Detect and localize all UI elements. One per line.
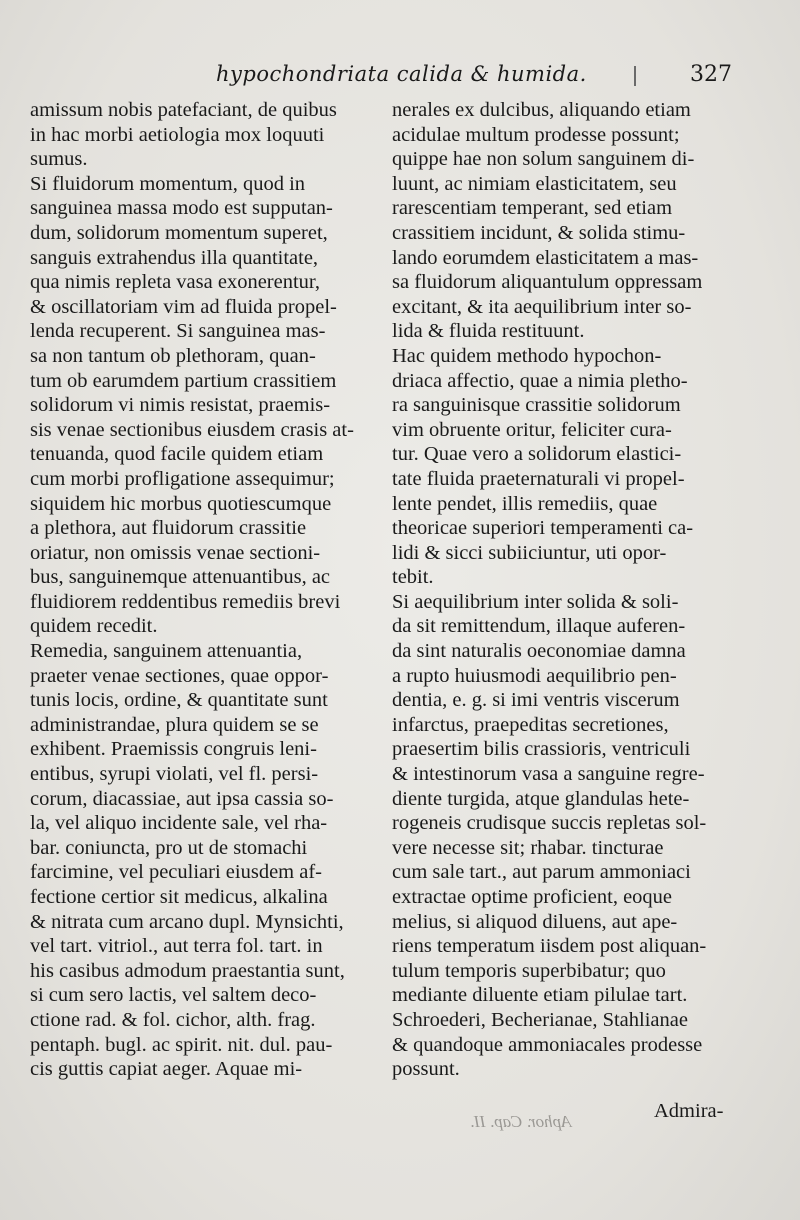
- text-line: sanguis extrahendus illa quantitate,: [30, 246, 319, 269]
- text-line: a rupto huiusmodi aequilibrio pen-: [392, 664, 677, 687]
- text-line: his casibus admodum praestantia sunt,: [30, 959, 345, 982]
- text-line: la, vel aliquo incidente sale, vel rha-: [30, 812, 328, 835]
- text-line: lente pendet, illis remediis, quae: [392, 492, 658, 515]
- text-line: lida & fluida restituunt.: [392, 320, 585, 343]
- text-line: fluidiorem reddentibus remediis brevi: [30, 590, 341, 613]
- text-line: sa fluidorum aliquantulum oppressam: [392, 271, 703, 294]
- text-line: entibus, syrupi violati, vel fl. persi-: [30, 763, 319, 786]
- text-line: tebit.: [392, 566, 434, 589]
- text-line: tunis locis, ordine, & quantitate sunt: [30, 689, 328, 712]
- text-line: Schroederi, Becherianae, Stahlianae: [392, 1008, 688, 1031]
- text-line: acidulae multum prodesse possunt;: [392, 123, 680, 146]
- text-line: pentaph. bugl. ac spirit. nit. dul. pau-: [30, 1033, 333, 1056]
- text-line: & oscillatoriam vim ad fluida propel-: [30, 295, 337, 318]
- text-line: bar. coniuncta, pro ut de stomachi: [30, 836, 308, 859]
- text-line: rogeneis crudisque succis repletas sol-: [392, 812, 707, 835]
- text-line: bus, sanguinemque attenuantibus, ac: [30, 566, 331, 589]
- text-line: Remedia, sanguinem attenuantia,: [30, 640, 303, 663]
- text-line: & nitrata cum arcano dupl. Mynsichti,: [30, 910, 344, 933]
- text-line: dum, solidorum momentum superet,: [30, 221, 328, 244]
- text-line: & quandoque ammoniacales prodesse: [392, 1033, 703, 1056]
- text-line: fectione certior sit medicus, alkalina: [30, 886, 328, 908]
- text-line: sa non tantum ob plethoram, quan-: [30, 344, 316, 367]
- text-line: sis venae sectionibus eiusdem crasis at-: [30, 418, 354, 441]
- text-line: exhibent. Praemissis congruis leni-: [30, 738, 317, 761]
- page-header: [0, 60, 800, 96]
- text-line: excitant, & ita aequilibrium inter so-: [392, 295, 692, 318]
- text-line: Si fluidorum momentum, quod in: [30, 172, 306, 195]
- text-line: lando eorumdem elasticitatem a mas-: [392, 246, 699, 269]
- text-line: qua nimis repleta vasa exonerentur,: [30, 271, 321, 294]
- text-line: da sint naturalis oeconomiae damna: [392, 640, 686, 663]
- header-rule: [634, 66, 636, 86]
- text-line: da sit remittendum, illaque auferen-: [392, 615, 686, 638]
- catchword: Admira-: [654, 1100, 724, 1122]
- text-line: vel tart. vitriol., aut terra fol. tart. in: [30, 935, 323, 958]
- text-line: amissum nobis patefaciant, de quibus: [30, 99, 337, 121]
- text-line: a plethora, aut fluidorum crassitie: [30, 517, 307, 540]
- text-line: cum sale tart., aut parum ammoniaci: [392, 861, 691, 884]
- text-line: quidem recedit.: [30, 615, 158, 638]
- text-line: ra sanguinisque crassitie solidorum: [392, 394, 681, 417]
- text-line: quippe hae non solum sanguinem di-: [392, 148, 695, 171]
- text-line: possunt.: [392, 1058, 460, 1081]
- text-line: sumus.: [30, 148, 88, 171]
- text-line: Si aequilibrium inter solida & soli-: [392, 590, 679, 613]
- text-line: si cum sero lactis, vel saltem deco-: [30, 984, 317, 1007]
- text-line: praeter venae sectiones, quae oppor-: [30, 664, 329, 687]
- running-head: hypochondriata calida & humida.: [216, 62, 587, 86]
- text-line: mediante diluente etiam pilulae tart.: [392, 984, 688, 1007]
- text-line: Hac quidem methodo hypochon-: [392, 344, 662, 367]
- text-line: ctione rad. & fol. cichor, alth. frag.: [30, 1008, 316, 1031]
- text-line: lenda recuperent. Si sanguinea mas-: [30, 320, 326, 343]
- text-line: tur. Quae vero a solidorum elastici-: [392, 443, 682, 466]
- text-line: infarctus, praepeditas secretiones,: [392, 713, 669, 736]
- text-line: tenuanda, quod facile quidem etiam: [30, 443, 324, 466]
- text-line: tate fluida praeternaturali vi propel-: [392, 467, 685, 490]
- text-line: driaca affectio, quae a nimia pletho-: [392, 369, 688, 392]
- bleed-through-text: Aphor. Cap. II.: [470, 1112, 572, 1131]
- text-line: vim obruente oritur, feliciter cura-: [392, 418, 672, 441]
- text-line: tulum temporis superbibatur; quo: [392, 959, 666, 982]
- text-line: solidorum vi nimis resistat, praemis-: [30, 394, 331, 417]
- text-line: praesertim bilis crassioris, ventriculi: [392, 738, 691, 761]
- text-line: in hac morbi aetiologia mox loquuti: [30, 123, 325, 146]
- text-line: riens temperatum iisdem post aliquan-: [392, 935, 707, 958]
- text-line: theoricae superiori temperamenti ca-: [392, 517, 694, 540]
- text-line: siquidem hic morbus quotiescumque: [30, 492, 332, 515]
- text-line: vere necesse sit; rhabar. tincturae: [392, 836, 664, 859]
- text-line: cum morbi profligatione assequimur;: [30, 467, 335, 490]
- text-line: administrandae, plura quidem se se: [30, 713, 319, 736]
- text-line: extractae optime proficient, eoque: [392, 886, 673, 908]
- text-line: oriatur, non omissis venae sectioni-: [30, 541, 321, 564]
- text-line: tum ob earumdem partium crassitiem: [30, 369, 337, 392]
- text-line: crassitiem incidunt, & solida stimu-: [392, 221, 686, 244]
- text-line: luunt, ac nimiam elasticitatem, seu: [392, 172, 677, 195]
- right-column: [392, 98, 737, 1082]
- page-number: 327: [690, 62, 732, 87]
- text-line: dentia, e. g. si imi ventris viscerum: [392, 689, 680, 712]
- text-line: & intestinorum vasa a sanguine regre-: [392, 763, 705, 786]
- text-line: melius, si aliquod diluens, aut ape-: [392, 910, 678, 933]
- text-line: rarescentiam temperant, sed etiam: [392, 197, 673, 220]
- text-line: cis guttis capiat aeger. Aquae mi-: [30, 1058, 303, 1081]
- text-line: farcimine, vel peculiari eiusdem af-: [30, 861, 322, 884]
- text-line: sanguinea massa modo est supputan-: [30, 197, 333, 220]
- text-line: corum, diacassiae, aut ipsa cassia so-: [30, 787, 334, 810]
- text-line: lidi & sicci subiiciuntur, uti opor-: [392, 541, 667, 564]
- left-column: [30, 98, 372, 1082]
- text-line: diente turgida, atque glandulas hete-: [392, 787, 690, 810]
- text-line: nerales ex dulcibus, aliquando etiam: [392, 99, 691, 121]
